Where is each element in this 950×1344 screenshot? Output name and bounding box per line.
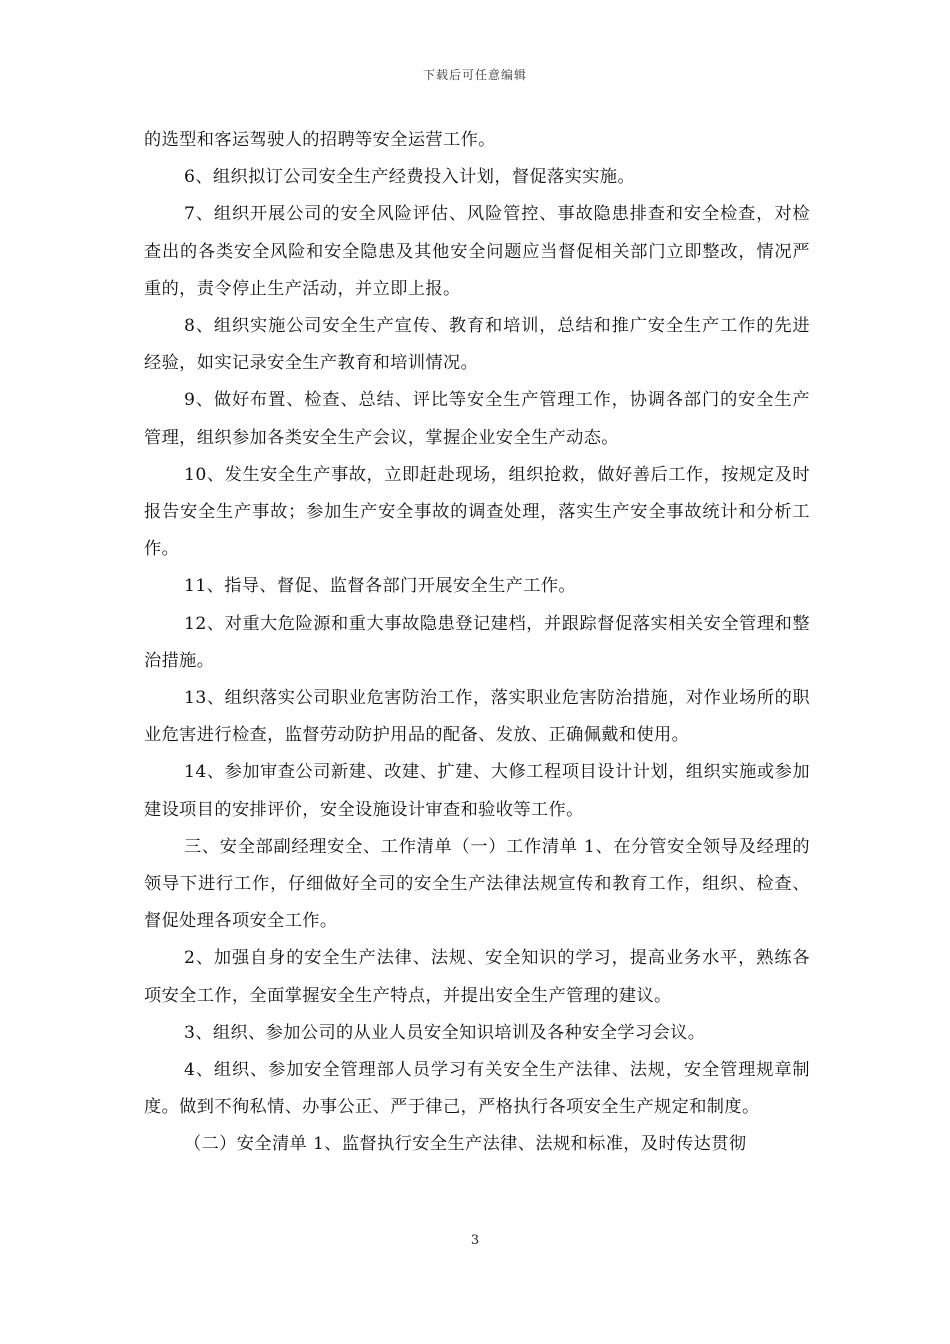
page-header: 下载后可任意编辑 bbox=[422, 68, 527, 82]
paragraph-6: 10、发生安全生产事故，立即赶赴现场，组织抢救，做好善后工作，按规定及时报告安全生产事故；参加生产安全事故的调查处理，落实生产安全事故统计和分析工作。 bbox=[144, 464, 810, 560]
paragraph-3: 7、组织开展公司的安全风险评估、风险管控、事故隐患排查和安全检查，对检查出的各类安全风险和安全隐患及其他安全问题应当督促相关部门立即整改，情况严重的，责令停止生产活动，并立即上报。 bbox=[144, 204, 810, 299]
paragraph-14: 4、组织、参加安全管理部人员学习有关安全生产法律、法规，安全管理规章制度。做到不徇私情、办事公正、严于律己，严格执行各项安全生产规定和制度。 bbox=[144, 1060, 810, 1118]
document-body bbox=[144, 122, 810, 1164]
paragraph-10: 14、参加审查公司新建、改建、扩建、大修工程项目设计计划，组织实施或参加建设项目的安排评价，安全设施设计审查和验收等工作。 bbox=[144, 762, 810, 820]
paragraph-12: 2、加强自身的安全生产法律、法规、安全知识的学习，提高业务水平，熟练各项安全工作，全面掌握安全生产特点，并提出安全生产管理的建议。 bbox=[144, 948, 810, 1006]
paragraph-9: 13、组织落实公司职业危害防治工作，落实职业危害防治措施，对作业场所的职业危害进行检查，监督劳动防护用品的配备、发放、正确佩戴和使用。 bbox=[144, 688, 810, 746]
paragraph-13: 3、组织、参加公司的从业人员安全知识培训及各种安全学习会议。 bbox=[184, 1022, 706, 1043]
paragraph-15: （二）安全清单 1、监督执行安全生产法律、法规和标准，及时传达贯彻 bbox=[184, 1134, 747, 1155]
paragraph-2: 6、组织拟订公司安全生产经费投入计划，督促落实实施。 bbox=[184, 167, 636, 188]
paragraph-7: 11、指导、督促、监督各部门开展安全生产工作。 bbox=[184, 576, 577, 597]
page-number: 3 bbox=[470, 1233, 480, 1248]
paragraph-8: 12、对重大危险源和重大事故隐患登记建档，并跟踪督促落实相关安全管理和整治措施。 bbox=[144, 613, 810, 671]
paragraph-11: 三、安全部副经理安全、工作清单（一）工作清单 1、在分管安全领导及经理的领导下进行工作，仔细做好全司的安全生产法律法规宣传和教育工作，组织、检查、督促处理各项安全工作。 bbox=[144, 836, 810, 932]
paragraph-1: 的选型和客运驾驶人的招聘等安全运营工作。 bbox=[144, 130, 496, 150]
paragraph-4: 8、组织实施公司安全生产宣传、教育和培训，总结和推广安全生产工作的先进经验，如实记录安全生产教育和培训情况。 bbox=[144, 316, 810, 374]
paragraph-5: 9、做好布置、检查、总结、评比等安全生产管理工作，协调各部门的安全生产管理，组织参加各类安全生产会议，掌握企业安全生产动态。 bbox=[144, 390, 810, 448]
